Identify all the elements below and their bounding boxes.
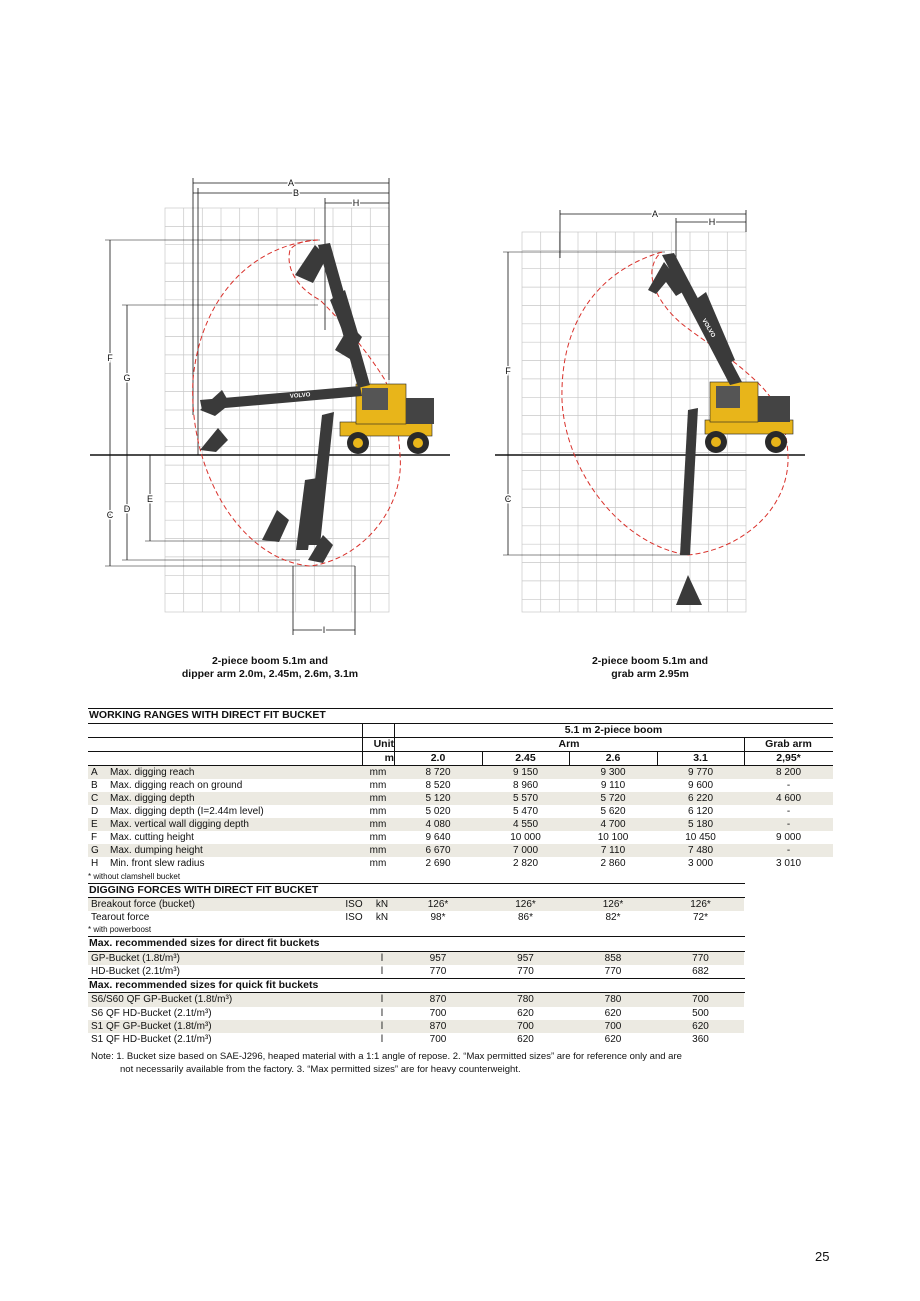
row-standard: ISO: [345, 899, 363, 911]
cell: 72*: [692, 912, 708, 924]
row-label: S6/S60 QF GP-Bucket (1.8t/m³): [91, 994, 233, 1006]
cell: 770: [429, 965, 447, 977]
dim-label-B-left: B: [292, 188, 300, 198]
cell: 500: [692, 1007, 709, 1019]
row-label: Tearout force: [91, 912, 150, 924]
cell: 10 000: [510, 832, 541, 844]
cell: 4 080: [425, 819, 451, 831]
row-unit: l: [380, 965, 384, 977]
cell: 620: [604, 1007, 622, 1019]
brand-text-right: VOLVO: [700, 318, 716, 339]
grab-arm-header: Grab arm: [765, 737, 812, 750]
cell: 7 110: [600, 845, 626, 857]
cell: 126*: [515, 899, 536, 911]
cell: 8 520: [425, 779, 451, 791]
cell: 4 600: [775, 792, 802, 804]
cell: 770: [517, 965, 534, 977]
row-label: Max. digging depth: [110, 792, 195, 804]
caption-left-line1: 2-piece boom 5.1m and: [211, 655, 329, 667]
cell: 870: [429, 1020, 447, 1032]
table-row: [88, 857, 833, 870]
cell: -: [786, 806, 791, 818]
row-unit: kN: [375, 899, 389, 911]
row-unit: mm: [369, 766, 387, 778]
row-unit: mm: [369, 845, 387, 857]
cell: 4 700: [600, 819, 626, 831]
cell: 8 960: [512, 779, 539, 791]
cell: 86*: [517, 912, 533, 924]
row-label: Max. vertical wall digging depth: [110, 819, 249, 831]
table-row: [88, 993, 744, 1006]
dim-label-I-left: I: [322, 625, 326, 635]
dim-label-D-left: D: [123, 504, 131, 514]
row-letter: C: [91, 792, 99, 804]
cell: 957: [517, 952, 534, 964]
dim-label-F-left: F: [107, 353, 113, 363]
dim-label-G-left: G: [123, 373, 131, 383]
cell: 5 470: [512, 806, 539, 818]
cell: -: [786, 779, 791, 791]
col-header-1: 2.0: [430, 751, 446, 764]
cell: 620: [692, 1020, 709, 1032]
unit-sub-header: m: [384, 751, 394, 764]
col-header-4: 3.1: [693, 751, 708, 764]
row-letter: G: [91, 845, 99, 857]
row-label: Max. cutting height: [110, 832, 194, 844]
cell: 8 200: [775, 766, 802, 778]
table-row: [88, 1020, 744, 1033]
cell: 700: [429, 1033, 447, 1045]
cell: 126*: [602, 899, 624, 911]
cell: 6 670: [425, 845, 451, 857]
row-letter: A: [91, 766, 98, 778]
cell: 5 720: [600, 792, 626, 804]
cell: 700: [429, 1007, 447, 1019]
cell: 9 640: [425, 832, 451, 844]
cell: 7 000: [512, 845, 539, 857]
digging-forces-title: DIGGING FORCES WITH DIRECT FIT BUCKET: [88, 883, 745, 899]
cell: 700: [517, 1020, 534, 1032]
cell: 10 450: [685, 832, 716, 844]
row-label: Max. digging reach: [110, 766, 195, 778]
row-unit: kN: [375, 912, 389, 924]
table-row: [88, 831, 833, 844]
boom-header: 5.1 m 2-piece boom: [564, 723, 663, 736]
working-range-diagram-right: [460, 0, 920, 650]
cell: 700: [692, 994, 709, 1006]
row-unit: l: [380, 1020, 384, 1032]
col-header-5: 2,95*: [776, 751, 801, 764]
col-header-2: 2.45: [515, 751, 536, 764]
row-unit: l: [380, 1007, 384, 1019]
row-label: S1 QF HD-Bucket (2.1t/m³): [91, 1033, 212, 1045]
cell: 770: [692, 952, 709, 964]
quick-fit-title: Max. recommended sizes for quick fit buckets: [88, 978, 745, 994]
table-header-arm: [88, 737, 833, 751]
dim-label-A-right: A: [651, 209, 659, 219]
table-row: [88, 779, 833, 792]
row-unit: l: [380, 952, 384, 964]
row-letter: H: [91, 858, 99, 870]
cell: 5 570: [512, 792, 539, 804]
dim-label-H-left: H: [352, 198, 360, 208]
row-label: Max. digging reach on ground: [110, 779, 243, 791]
table-row: [88, 792, 833, 805]
table-header-columns: [88, 751, 833, 766]
row-label: HD-Bucket (2.1t/m³): [91, 965, 180, 977]
cell: 770: [604, 965, 622, 977]
caption-right-line2: grab arm 2.95m: [611, 668, 689, 680]
caption-right: [540, 655, 760, 681]
excavator-machine-right: [705, 382, 793, 453]
table-row: [88, 952, 744, 965]
caption-right-line1: 2-piece boom 5.1m and: [591, 655, 709, 667]
row-unit: mm: [369, 832, 387, 844]
note-line1: Note: 1. Bucket size based on SAE-J296, heaped material with a 1:1 angle of repose. 2. “Max permitted sizes” are for reference only and are: [91, 1051, 682, 1062]
dim-label-C-right: C: [504, 494, 512, 504]
table-row: [88, 898, 744, 911]
cell: 9 600: [687, 779, 714, 791]
table-header-boom: [88, 723, 833, 737]
cell: 9 300: [600, 766, 626, 778]
row-unit: mm: [369, 806, 387, 818]
page-number: 25: [815, 1249, 830, 1264]
cell: 7 480: [687, 845, 714, 857]
unit-header: Unit: [373, 737, 394, 750]
row-label: S1 QF GP-Bucket (1.8t/m³): [91, 1020, 212, 1032]
cell: 858: [604, 952, 622, 964]
row-label: GP-Bucket (1.8t/m³): [91, 952, 180, 964]
table-row: [88, 805, 833, 818]
cell: 5 180: [687, 819, 714, 831]
cell: 6 220: [687, 792, 714, 804]
cell: -: [786, 845, 791, 857]
cell: 780: [604, 994, 622, 1006]
table-row: [88, 1007, 744, 1020]
row-standard: ISO: [345, 912, 363, 924]
table-row: [88, 766, 833, 779]
caption-left-line2: dipper arm 2.0m, 2.45m, 2.6m, 3.1m: [181, 668, 359, 680]
cell: 700: [604, 1020, 622, 1032]
row-label: Max. digging depth (I=2.44m level): [110, 806, 264, 818]
cell: 9 150: [512, 766, 539, 778]
row-letter: F: [91, 832, 98, 844]
cell: 9 000: [775, 832, 802, 844]
cell: 682: [692, 965, 709, 977]
row-label: Max. dumping height: [110, 845, 203, 857]
table-row: [88, 1033, 744, 1046]
row-unit: l: [380, 1033, 384, 1045]
cell: 3 010: [775, 858, 802, 870]
cell: 4 550: [512, 819, 539, 831]
cell: 620: [604, 1033, 622, 1045]
note-line2: not necessarily available from the factory. 3. “Max permitted sizes” are for heavy counterweight.: [120, 1064, 521, 1075]
cell: 2 860: [600, 858, 626, 870]
working-range-diagram-left: [0, 0, 460, 650]
cell: 780: [517, 994, 534, 1006]
row-unit: mm: [369, 792, 387, 804]
dim-label-A-left: A: [287, 178, 295, 188]
col-header-3: 2.6: [605, 751, 621, 764]
cell: 126*: [690, 899, 711, 911]
brand-text-left: VOLVO: [289, 392, 311, 400]
table-row: [88, 911, 744, 924]
cell: 360: [692, 1033, 709, 1045]
cell: 10 100: [597, 832, 629, 844]
digging-forces-footnote: * with powerboost: [88, 925, 152, 935]
cell: 98*: [430, 912, 446, 924]
table-row: [88, 965, 744, 978]
cell: 5 020: [425, 806, 451, 818]
cell: 2 690: [425, 858, 451, 870]
grid-left: [165, 208, 389, 612]
dim-label-F-right: F: [505, 366, 511, 376]
row-label: Min. front slew radius: [110, 858, 205, 870]
cell: 5 120: [425, 792, 451, 804]
row-label: S6 QF HD-Bucket (2.1t/m³): [91, 1007, 212, 1019]
row-unit: mm: [369, 858, 387, 870]
dim-label-E-left: E: [146, 494, 154, 504]
row-letter: E: [91, 819, 98, 831]
caption-left: [150, 655, 390, 681]
table-row: [88, 844, 833, 857]
cell: 126*: [427, 899, 449, 911]
cell: 3 000: [687, 858, 714, 870]
row-letter: D: [91, 806, 99, 818]
dim-label-H-right: H: [708, 217, 716, 227]
row-letter: B: [91, 779, 98, 791]
footnote-note: [91, 1050, 741, 1076]
cell: 620: [517, 1033, 534, 1045]
cell: 2 820: [512, 858, 539, 870]
cell: 870: [429, 994, 447, 1006]
row-label: Breakout force (bucket): [91, 899, 195, 911]
cell: 620: [517, 1007, 534, 1019]
row-unit: mm: [369, 779, 387, 791]
row-unit: l: [380, 994, 384, 1006]
cell: 957: [429, 952, 447, 964]
table-row: [88, 818, 833, 831]
cell: 5 620: [600, 806, 626, 818]
boom-arm-positions-left: [200, 243, 370, 563]
working-ranges-footnote: * without clamshell bucket: [88, 871, 181, 881]
cell: -: [786, 819, 791, 831]
spec-table: [88, 708, 833, 1046]
row-unit: mm: [369, 819, 387, 831]
arm-header: Arm: [558, 737, 580, 750]
direct-fit-title: Max. recommended sizes for direct fit buckets: [88, 936, 745, 952]
cell: 6 120: [687, 806, 714, 818]
dim-label-C-left: C: [106, 510, 114, 520]
working-ranges-title: WORKING RANGES WITH DIRECT FIT BUCKET: [88, 708, 833, 723]
cell: 9 770: [687, 766, 714, 778]
cell: 8 720: [425, 766, 451, 778]
cell: 9 110: [600, 779, 626, 791]
cell: 82*: [605, 912, 621, 924]
